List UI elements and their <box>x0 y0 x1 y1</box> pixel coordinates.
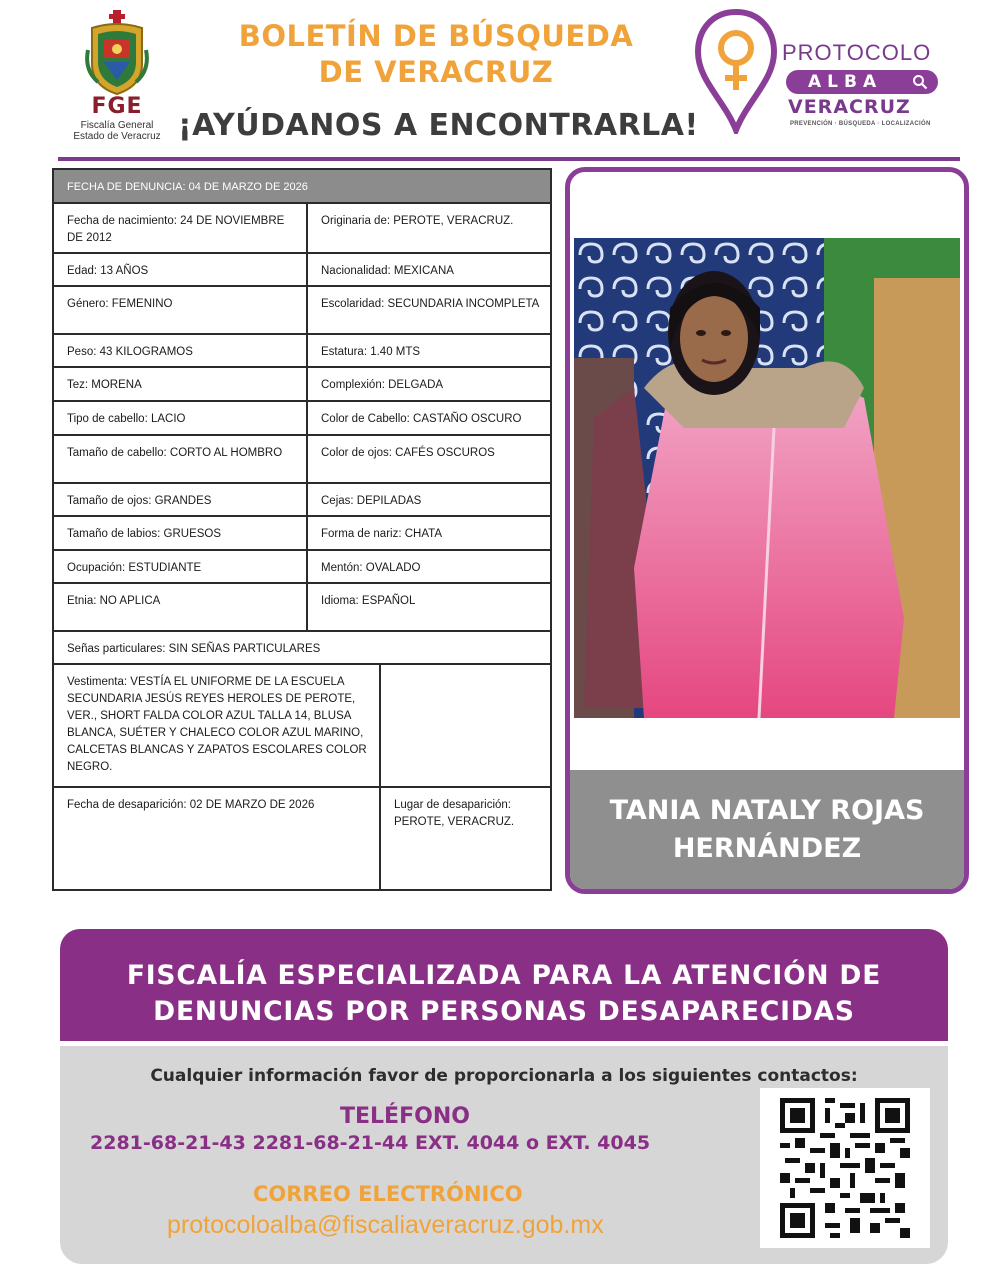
alba-tagline: PREVENCIÓN · BÚSQUEDA · LOCALIZACIÓN <box>790 121 931 127</box>
nationality: Nacionalidad: MEXICANA <box>306 254 550 285</box>
gender: Género: FEMENINO <box>67 298 173 310</box>
birth-date: Fecha de nacimiento: 24 DE NOVIEMBRE DE 2012 <box>67 215 285 244</box>
origin: Originaria de: PEROTE, VERACRUZ. <box>306 204 550 252</box>
report-date-row <box>54 170 550 202</box>
alba-pill <box>786 70 938 94</box>
email-link[interactable]: protocoloalba@fiscaliaveracruz.gob.mx <box>167 1211 604 1239</box>
fge-full-name-line-1: Fiscalía General <box>80 120 154 131</box>
table-row <box>54 333 550 366</box>
hair-type: Tipo de cabello: LACIO <box>67 413 186 425</box>
alba-protocolo-text: PROTOCOLO <box>782 40 932 65</box>
table-row <box>54 630 550 663</box>
person-name-line-2: HERNÁNDEZ <box>672 833 862 864</box>
phone-numbers[interactable]: 2281-68-21-43 2281-68-21-44 EXT. 4044 o EXT. 4045 <box>90 1132 651 1154</box>
fge-abbreviation: FGE <box>91 94 143 119</box>
complexion-skin: Tez: MORENA <box>67 379 142 391</box>
fiscalia-banner <box>60 929 948 1041</box>
person-name <box>570 792 964 868</box>
height: Estatura: 1.40 MTS <box>306 335 550 366</box>
fiscalia-heading-line-1: FISCALÍA ESPECIALIZADA PARA LA ATENCIÓN DE <box>126 960 882 991</box>
ethnicity: Etnia: NO APLICA <box>67 595 161 607</box>
female-symbol-icon <box>694 8 778 134</box>
lip-size: Tamaño de labios: GRUESOS <box>67 528 222 540</box>
nose-shape: Forma de nariz: CHATA <box>306 517 550 549</box>
occupation: Ocupación: ESTUDIANTE <box>67 562 202 574</box>
table-row <box>54 434 550 482</box>
table-row <box>54 549 550 582</box>
hair-color: Color de Cabello: CASTAÑO OSCURO <box>306 402 550 434</box>
qr-code[interactable] <box>760 1088 930 1248</box>
table-row <box>54 366 550 400</box>
table-row <box>54 582 550 630</box>
fiscalia-heading <box>60 958 948 1030</box>
help-us-heading: ¡AYÚDANOS A ENCONTRARLA! <box>178 108 699 143</box>
bulletin-title-line-1: BOLETÍN DE BÚSQUEDA <box>238 19 634 53</box>
eye-color: Color de ojos: CAFÉS OSCUROS <box>306 436 550 482</box>
shield-crest-icon <box>84 10 150 96</box>
hair-length: Tamaño de cabello: CORTO AL HOMBRO <box>67 447 283 459</box>
table-row <box>54 400 550 434</box>
fge-logo <box>62 6 172 142</box>
missing-person-photo <box>574 238 960 718</box>
header-divider <box>58 157 960 161</box>
disappearance-date: Fecha de desaparición: 02 DE MARZO DE 2026 <box>67 799 315 811</box>
alba-state-text: VERACRUZ <box>788 96 911 118</box>
table-row <box>54 202 550 252</box>
bulletin-title-line-2: DE VERACRUZ <box>318 55 554 89</box>
weight: Peso: 43 KILOGRAMOS <box>67 346 193 358</box>
table-row <box>54 285 550 333</box>
fiscalia-heading-line-2: DENUNCIAS POR PERSONAS DESAPARECIDAS <box>153 996 855 1027</box>
table-row <box>54 663 550 786</box>
contact-box <box>60 1046 948 1264</box>
eyebrows: Cejas: DEPILADAS <box>306 484 550 515</box>
table-row <box>54 252 550 285</box>
bulletin-title <box>226 18 646 90</box>
table-row <box>54 482 550 515</box>
person-name-line-1: TANIA NATALY ROJAS <box>609 795 925 826</box>
protocolo-alba-logo <box>694 8 954 138</box>
search-icon <box>912 74 928 90</box>
schooling: Escolaridad: SECUNDARIA INCOMPLETA <box>306 287 550 333</box>
photo-card <box>565 167 969 894</box>
fge-full-name-line-2: Estado de Veracruz <box>73 131 161 142</box>
table-row <box>54 515 550 549</box>
report-date: FECHA DE DENUNCIA: 04 DE MARZO DE 2026 <box>67 181 308 193</box>
qr-code-icon <box>780 1098 910 1238</box>
fge-full-name <box>62 120 172 142</box>
clothing-description: Vestimenta: VESTÍA EL UNIFORME DE LA ESCUELA SECUNDARIA JESÚS REYES HEROLES DE PEROTE, VER., SHORT FALDA COLOR AZUL TALLA 14, BLUSA BLANCA, SUÉTER Y CHALECO COLOR AZUL MARINO, CALCETAS BLANCAS Y ZAPATOS ESCOLARES COLOR NEGRO. <box>67 676 367 773</box>
table-row <box>54 786 550 889</box>
alba-name-text: ALBA <box>808 72 883 92</box>
distinctive-marks: Señas particulares: SIN SEÑAS PARTICULARES <box>67 643 321 655</box>
language: Idioma: ESPAÑOL <box>306 584 550 630</box>
email-label: CORREO ELECTRÓNICO <box>253 1182 523 1206</box>
eye-size: Tamaño de ojos: GRANDES <box>67 495 212 507</box>
chin: Mentón: OVALADO <box>306 551 550 582</box>
person-name-band <box>570 770 964 889</box>
person-data-table <box>52 168 552 891</box>
age: Edad: 13 AÑOS <box>67 265 149 277</box>
contact-intro: Cualquier información favor de proporcionarla a los siguientes contactos: <box>150 1066 858 1086</box>
phone-label: TELÉFONO <box>340 1104 470 1129</box>
disappearance-place: Lugar de desaparición: PEROTE, VERACRUZ. <box>379 788 550 889</box>
build: Complexión: DELGADA <box>306 368 550 400</box>
empty-cell <box>379 665 550 786</box>
